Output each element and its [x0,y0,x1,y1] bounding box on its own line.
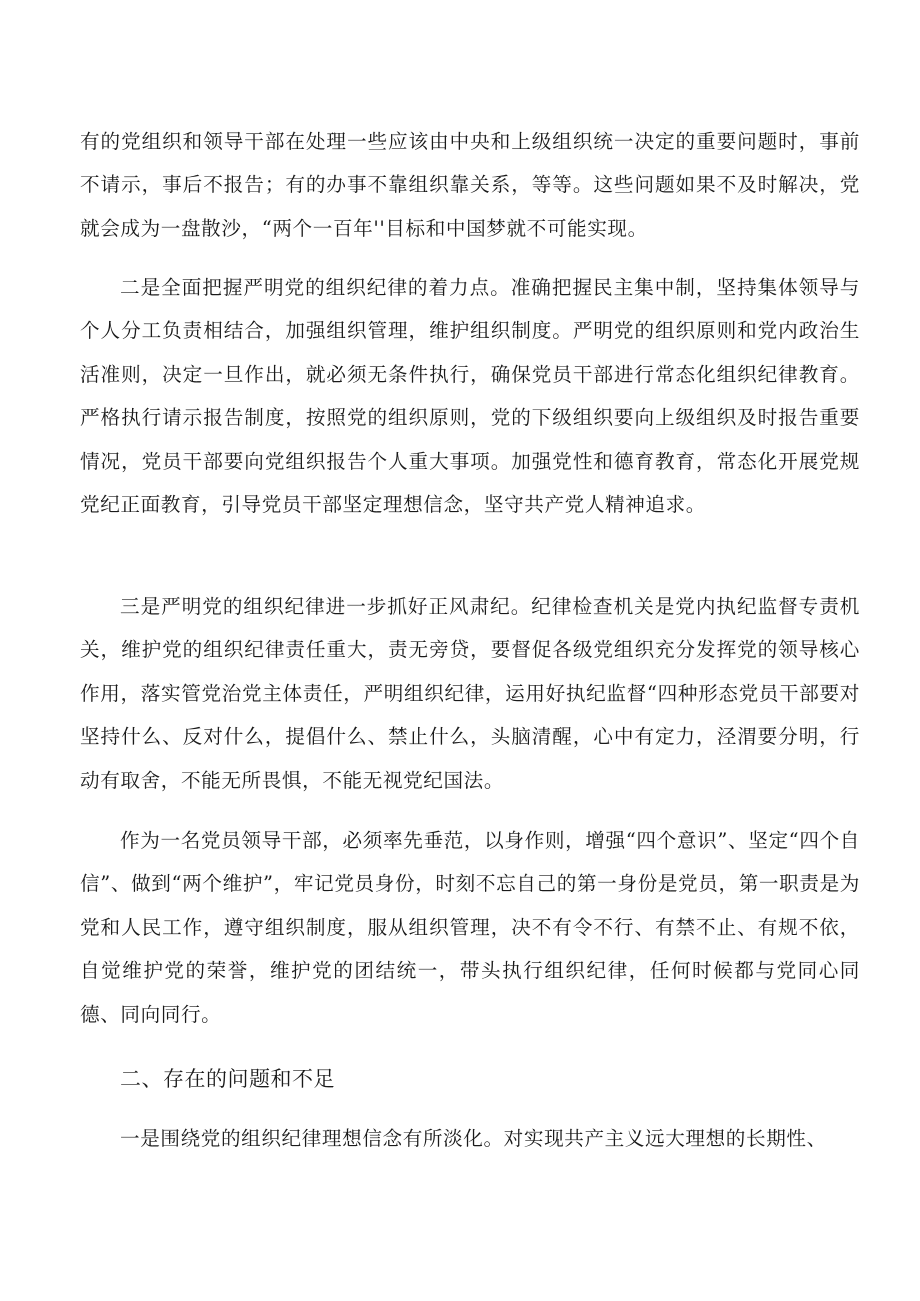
paragraph-3: 三是严明党的组织纪律进一步抓好正风肃纪。纪律检查机关是党内执纪监督专责机关，维护党的组织纪律责任重大，责无旁贷，要督促各级党组织充分发挥党的领导核心作用，落实管党治党主体责任，严明组织纪律，运用好执纪监督“四种形态党员干部要对坚持什么、反对什么，提倡什么、禁止什么，头脑清醒，心中有定力，泾渭要分明，行动有取舍，不能无所畏惧，不能无视党纪国法。 [80,595,860,792]
paragraph-2: 二是全面把握严明党的组织纪律的着力点。准确把握民主集中制，坚持集体领导与个人分工负责相结合，加强组织管理，维护组织制度。严明党的组织原则和党内政治生活准则，决定一旦作出，就必须无条件执行，确保党员干部进行常态化组织纪律教育。严格执行请示报告制度，按照党的组织原则，党的下级组织要向上级组织及时报告重要情况，党员干部要向党组织报告个人重大事项。加强党性和德育教育，常态化开展党规党纪正面教育，引导党员干部坚定理想信念，坚守共产党人精神追求。 [80,276,860,517]
paragraph-5: 一是围绕党的组织纪律理想信念有所淡化。对实现共产主义远大理想的长期性、 [120,1127,827,1150]
paragraph-1: 有的党组织和领导干部在处理一些应该由中央和上级组织统一决定的重要问题时，事前不请示，事后不报告；有的办事不靠组织靠关系，等等。这些问题如果不及时解决，党就会成为一盘散沙，“两个一百年''目标和中国梦就不可能实现。 [80,130,860,240]
paragraph-4: 作为一名党员领导干部，必须率先垂范，以身作则，增强“四个意识”、坚定“四个自信”、做到“两个维护”，牢记党员身份，时刻不忘自己的第一身份是党员，第一职责是为党和人民工作，遵守组织制度，服从组织管理，决不有令不行、有禁不止、有规不依，自觉维护党的荣誉，维护党的团结统一，带头执行组织纪律，任何时候都与党同心同德、同向同行。 [80,829,860,1026]
section-heading: 二、存在的问题和不足 [120,1067,335,1091]
